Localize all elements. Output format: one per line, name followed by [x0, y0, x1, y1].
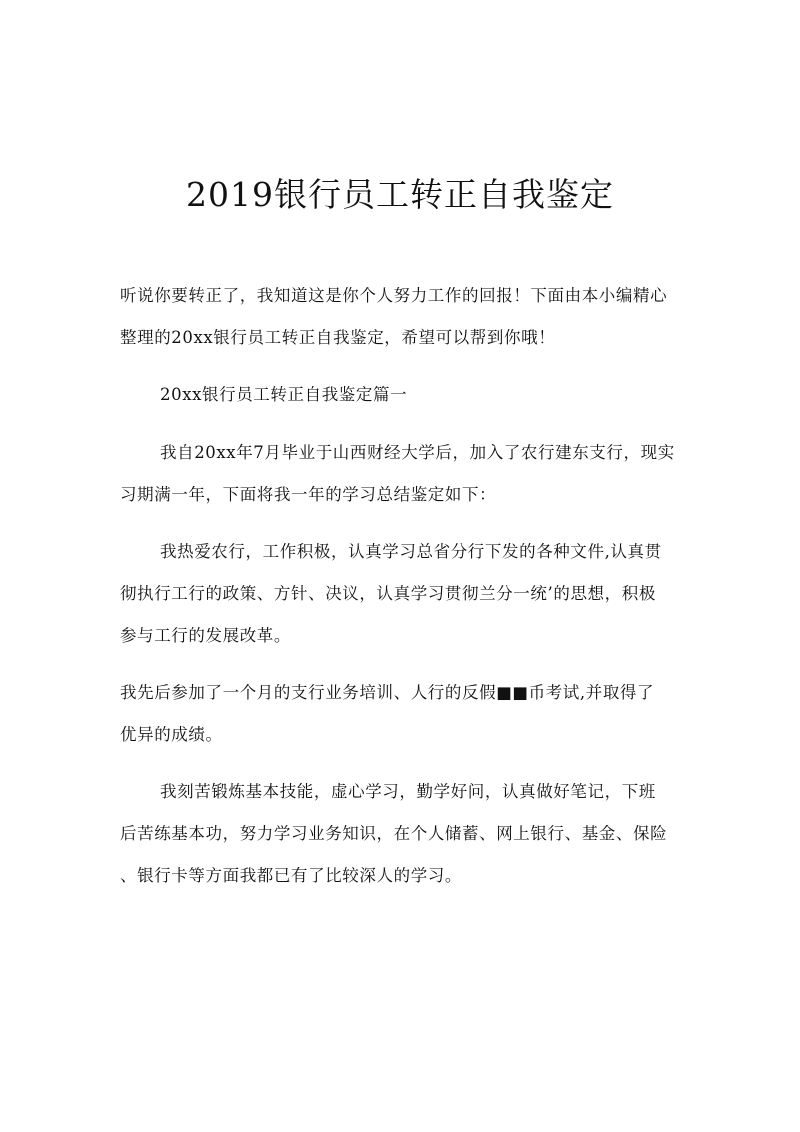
paragraph-2-line-1: 我热爱农行，工作积极，认真学习总省分行下发的各种文件,认真贯 [160, 542, 662, 561]
paragraph-1-line-2: 习期满一年，下面将我一年的学习总结鉴定如下： [120, 485, 497, 504]
intro-line-1: 听说你要转正了，我知道这是你个人努力工作的回报！下面由本小编精心 [120, 286, 668, 305]
paragraph-4-line-1: 我刻苦锻炼基本技能，虚心学习，勤学好问，认真做好笔记，下班 [160, 782, 656, 801]
section-heading: 20xx银行员工转正自我鉴定篇一 [160, 385, 408, 404]
paragraph-4-line-3: 、银行卡等方面我都已有了比较深人的学习。 [120, 866, 462, 885]
document-title: 2019银行员工转正自我鉴定 [186, 175, 614, 214]
paragraph-2-line-3: 参与工行的发展改革。 [120, 626, 291, 645]
paragraph-4-line-2: 后苦练基本功，努力学习业务知识，在个人储蓄、网上银行、基金、保险 [120, 824, 668, 843]
intro-line-2: 整理的20xx银行员工转正自我鉴定，希望可以帮到你哦！ [120, 328, 556, 347]
paragraph-3-line-1: 我先后参加了一个月的支行业务培训、人行的反假■■币考试,并取得了 [120, 683, 655, 702]
paragraph-3-line-2: 优异的成绩。 [120, 725, 223, 744]
paragraph-2-line-2: 彻执行工行的政策、方针、决议，认真学习贯彻兰分一统’的思想，积极 [120, 584, 656, 603]
paragraph-1-line-1: 我自20xx年7月毕业于山西财经大学后，加入了农行建东支行，现实 [160, 443, 675, 462]
